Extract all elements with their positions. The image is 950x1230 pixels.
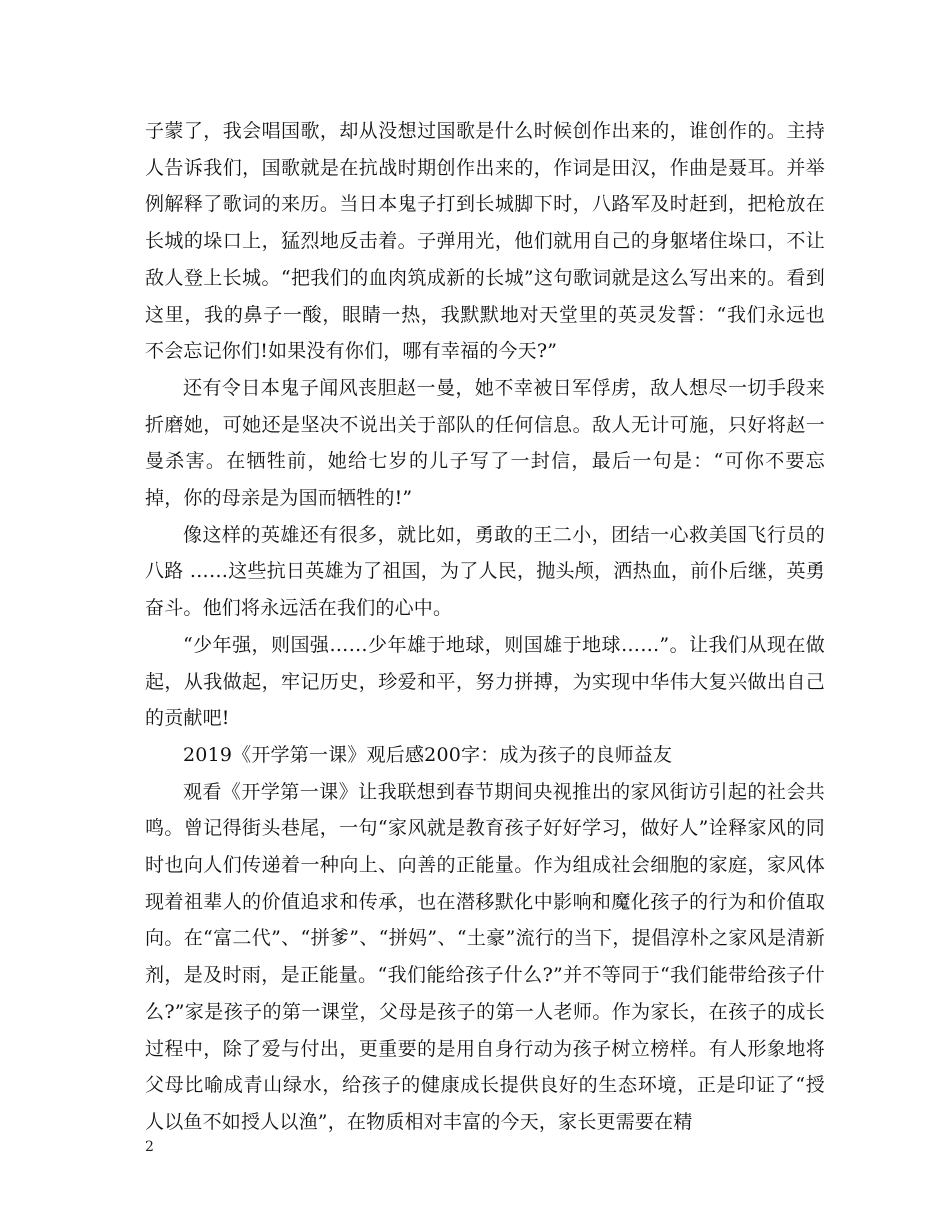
document-body	[145, 113, 825, 1141]
paragraph-1: 子蒙了，我会唱国歌，却从没想过国歌是什么时候创作出来的，谁创作的。主持人告诉我们，国歌就是在抗战时期创作出来的，作词是田汉，作曲是聂耳。并举例解释了歌词的来历。当日本鬼子打到长城脚下时，八路军及时赶到，把枪放在长城的垛口上，猛烈地反击着。子弹用光，他们就用自己的身躯堵住垛口，不让敌人登上长城。“把我们的血肉筑成新的长城”这句歌词就是这么写出来的。看到这里，我的鼻子一酸，眼睛一热，我默默地对天堂里的英灵发誓：“我们永远也不会忘记你们!如果没有你们，哪有幸福的今天?”	[145, 120, 825, 363]
paragraph-3: 像这样的英雄还有很多，就比如，勇敢的王二小，团结一心救美国飞行员的八路 ……这些抗日英雄为了祖国，为了人民，抛头颅，洒热血，前仆后继，英勇奋斗。他们将永远活在我们的心中。	[145, 523, 825, 620]
section-heading: 2019《开学第一课》观后感200字：成为孩子的良师益友	[183, 743, 673, 766]
paragraph-5: 观看《开学第一课》让我联想到春节期间央视推出的家风街访引起的社会共鸣。曾记得街头巷尾，一句“家风就是教育孩子好好学习，做好人”诠释家风的同时也向人们传递着一种向上、向善的正能量。作为组成社会细胞的家庭，家风体现着祖辈人的价值追求和传承，也在潜移默化中影响和魔化孩子的行为和价值取向。在“富二代”、“拼爹”、“拼妈”、“土豪”流行的当下，提倡淳朴之家风是清新剂，是及时雨，是正能量。“我们能给孩子什么?”并不等同于“我们能带给孩子什么?”家是孩子的第一课堂，父母是孩子的第一人老师。作为家长，在孩子的成长过程中，除了爱与付出，更重要的是用自身行动为孩子树立榜样。有人形象地将父母比喻成青山绿水，给孩子的健康成长提供良好的生态环境，正是印证了“授人以鱼不如授人以渔”，在物质相对丰富的今天，家长更需要在精	[145, 780, 825, 1133]
paragraph-2: 还有令日本鬼子闻风丧胆赵一曼，她不幸被日军俘虏，敌人想尽一切手段来折磨她，可她还是坚决不说出关于部队的任何信息。敌人无计可施，只好将赵一曼杀害。在牺牲前，她给七岁的儿子写了一封信，最后一句是：“可你不要忘掉，你的母亲是为国而牺牲的!”	[145, 376, 825, 510]
paragraph-4: “少年强，则国强……少年雄于地球，则国雄于地球……”。让我们从现在做起，从我做起，牢记历史，珍爱和平，努力拼搏，为实现中华伟大复兴做出自己的贡献吧!	[145, 633, 825, 730]
page-number: 2	[145, 1139, 154, 1155]
